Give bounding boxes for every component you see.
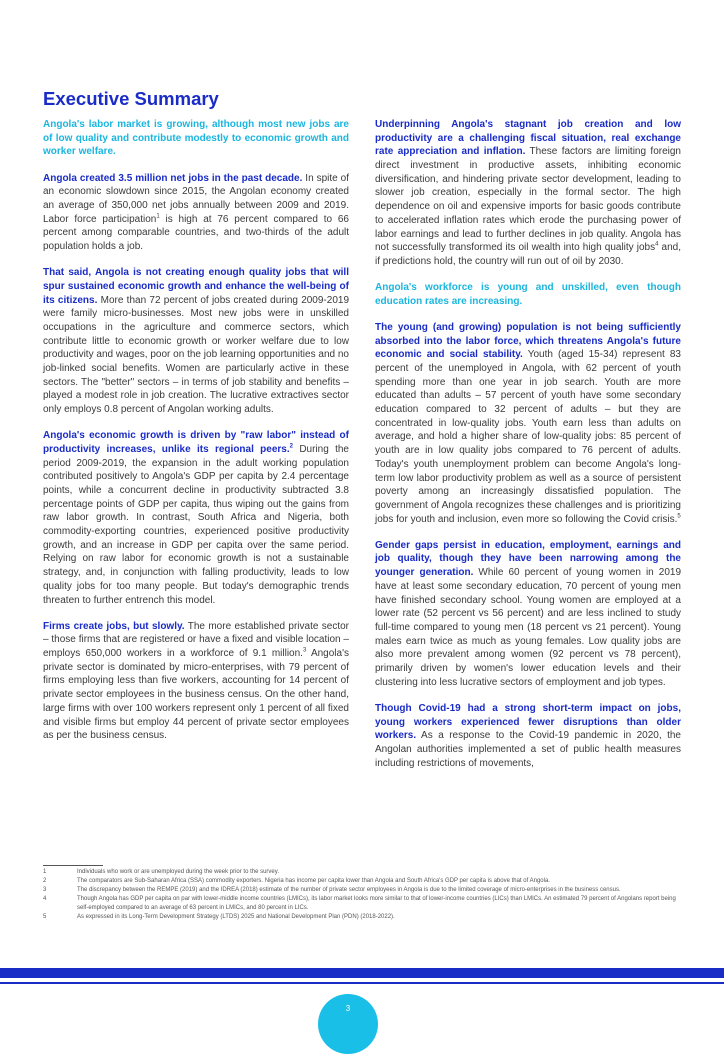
footnote-item (43, 895, 683, 913)
footnote-item (43, 886, 683, 895)
fiscal-body-a: These factors are limiting foreign direct investment in productive assets, inhibiting economic diversification, and hindering private sector development, leading to slower job creation, especially in the formal sector. The high dependence on oil and expensive imports for basic goods contribute to accelerated inflation rates which erode the purchasing power of labor earnings and lead to further declines in job quality. Angola has not successfully transformed its oil wealth into high quality jobs (375, 146, 681, 254)
footnote-text: The comparators are Sub-Saharan Africa (SSA) commodity exporters. Nigeria has income per capita lower than Angola and South Africa's GDP per capita is above that of Angola. (77, 878, 550, 884)
footnote-ref-2: 2 (289, 443, 293, 450)
footnote-text: As expressed in its Long-Term Development Strategy (LTDS) 2025 and National Development Plan (PDN) (2018-2022). (77, 914, 395, 920)
paragraph-workforce (375, 281, 681, 308)
footer-line (0, 982, 724, 984)
footnote-text: Though Angola has GDP per capita on par with lower-middle income countries (LMICs), its labor market looks more similar to that of lower-income countries (LICs) than LMICs. An estimated 79 percent of Angolans report being self-employed compared to an average of 63 percent in LMICs, and 80 percent in LICs. (77, 896, 676, 911)
gender-lead: Gender gaps persist in education, employment, earnings and job quality, though they have been narrowing among the younger generation. (375, 539, 681, 579)
footnote-ref-1: 1 (156, 213, 160, 220)
raw-labor-body: During the period 2009-2019, the expansion in the adult working population contributed positively to Angola's GDP per capita by 2.4 percentage points, while a concurrent decline in productivity subtracted 3.8 percentage points of GDP per capita, thus wiping out the gains from raw labor growth. In contrast, South Africa and Nigeria, both commodity-exporting countries, experienced positive productivity growth, and an increase in GDP per capita over the same period. Relying on raw labor for economic growth is not a sustainable strategy, and, in conjunction with falling productivity, leads to low quality jobs for too many people. But today's demographic trends threaten to further entrench this model. (43, 443, 349, 606)
paragraph-gender (375, 539, 681, 690)
footnote-item (43, 877, 683, 886)
youth-body: Youth (aged 15-34) represent 83 percent of the unemployed in Angola, with 62 percent of youth spending more than one year in job search. Youth are more educated than adults – 57 percent of youth have some secondary education compared to 32 percent of adults – but they are concentrated in low-quality jobs. Youth earn less than adults on average, and hold a higher share of low-quality jobs: 85 percent of youth are in low quality jobs compared to 76 percent of adults. Today's youth unemployment problem can become Angola's long-term low labor productivity problem as well as a source of persistent poverty among an increasingly dissatisfied population. The government of Angola recognizes these challenges and is prioritizing jobs for youth and inclusion, even more so following the Covid crisis. (375, 349, 681, 525)
footnote-text: The discrepancy between the REMPE (2019) and the IDREA (2018) estimate of the number of private sector employees in Angola is due to the limited coverage of micro-enterprises in the business census. (77, 887, 621, 893)
firms-body-a: The more established private sector – those firms that are registered or have a fixed and visible location – employs 650,000 workers in a workforce of 9.1 million. (43, 620, 350, 660)
paragraph-youth (375, 321, 681, 526)
footnote-number: 1 (43, 869, 47, 875)
covid-lead: Though Covid-19 had a strong short-term impact on jobs, young workers experienced fewer disruptions than older workers. (375, 702, 681, 742)
right-column (375, 118, 681, 783)
youth-lead: The young (and growing) population is not being sufficiently absorbed into the labor force, which threatens Angola's future economic and social stability. (375, 321, 681, 361)
footnote-text: Individuals who work or are unemployed during the week prior to the survey. (77, 869, 279, 875)
covid-body: As a response to the Covid-19 pandemic in 2020, the Angolan authorities implemented a set of public health measures including restrictions of movements, (375, 730, 681, 769)
net-jobs-body-a: In spite of an economic slowdown since 2015, the Angolan economy created an average of 350,000 net jobs annually between 2009 and 2019. Labor force participation (43, 172, 350, 225)
quality-jobs-lead: That said, Angola is not creating enough quality jobs that will spur sustained economic growth and enhance the well-being of its citizens. (43, 267, 349, 306)
paragraph-net-jobs (43, 172, 349, 254)
workforce-lead: Angola's workforce is young and unskilled, even though education rates are increasing. (375, 282, 681, 307)
raw-labor-lead: Angola's economic growth is driven by "raw labor" instead of productivity increases, unlike its regional peers. (43, 430, 349, 455)
footnote-ref-5: 5 (677, 513, 681, 520)
paragraph-fiscal (375, 118, 681, 269)
footnote-number: 2 (43, 878, 47, 884)
footnote-ref-4: 4 (655, 241, 659, 248)
page-title: Executive Summary (43, 88, 219, 109)
paragraph-quality-jobs (43, 266, 349, 417)
paragraph-firms (43, 620, 349, 743)
page-number: 3 (345, 1004, 351, 1013)
left-column (43, 118, 349, 755)
footnotes (43, 868, 683, 922)
page-number-badge (318, 994, 378, 1054)
gender-body: While 60 percent of young women in 2019 have at least some secondary education, 70 percent of young men have finished secondary school. Young women are employed at a lower rate (52 percent vs 56 percent) and are less inclined to study full-time compared to young men (18 percent vs 21 percent). Young males earn twice as much as young females. Low quality jobs are also more prevalent among women (92 percent vs 78 percent), primarily driven by women's lower education levels and their clustering into less lucrative sectors of employment and job types. (375, 567, 682, 688)
net-jobs-lead: Angola created 3.5 million net jobs in the past decade. (43, 172, 303, 184)
footnote-number: 4 (43, 896, 47, 902)
footnote-number: 3 (43, 887, 47, 893)
firms-lead: Firms create jobs, but slowly. (43, 620, 185, 632)
footnote-ref-3: 3 (302, 647, 307, 654)
footer-bar (0, 968, 724, 978)
quality-jobs-body: More than 72 percent of jobs created during 2009-2019 were family micro-businesses. Most new jobs were in unskilled occupations in the agriculture and commerce sectors, which contribute little to economic growth or worker welfare due to low productivity and wages, poor on the job learning opportunities and no job-linked social benefits. Women are particularly active in these sectors. The "better" sectors – in terms of job stability and benefits – played a modest role in job creation. The lucrative extractives sector only employs 0.8 percent of Angolan working adults. (43, 294, 350, 416)
net-jobs-body-b: is high at 76 percent compared to 66 percent among comparable countries, and two-thirds of the adult population holds a job. (43, 213, 349, 252)
fiscal-lead: Underpinning Angola's stagnant job creation and low productivity are a challenging fiscal situation, real exchange rate appreciation and inflation. (375, 119, 681, 158)
fiscal-body-b: and, if predictions hold, the country will run out of oil by 2030. (375, 242, 681, 267)
paragraph-covid (375, 702, 681, 770)
intro-lead: Angola's labor market is growing, although most new jobs are of low quality and contribute modestly to economic growth and worker welfare. (43, 119, 349, 158)
footnote-number: 5 (43, 914, 47, 920)
paragraph-intro (43, 118, 349, 159)
footnote-item (43, 868, 683, 877)
firms-body-b: Angola's private sector is dominated by micro-enterprises, with 79 percent of firms employing less than five workers, accounting for 14 percent of private sector employees in the business census. On the other hand, large firms with over 100 workers represent only 1 percent of all fixed and visible firms but employ 44 percent of private sector employees as per the business census. (43, 648, 349, 742)
paragraph-raw-labor (43, 429, 349, 607)
footnote-divider (43, 865, 103, 866)
footnote-item (43, 913, 683, 922)
